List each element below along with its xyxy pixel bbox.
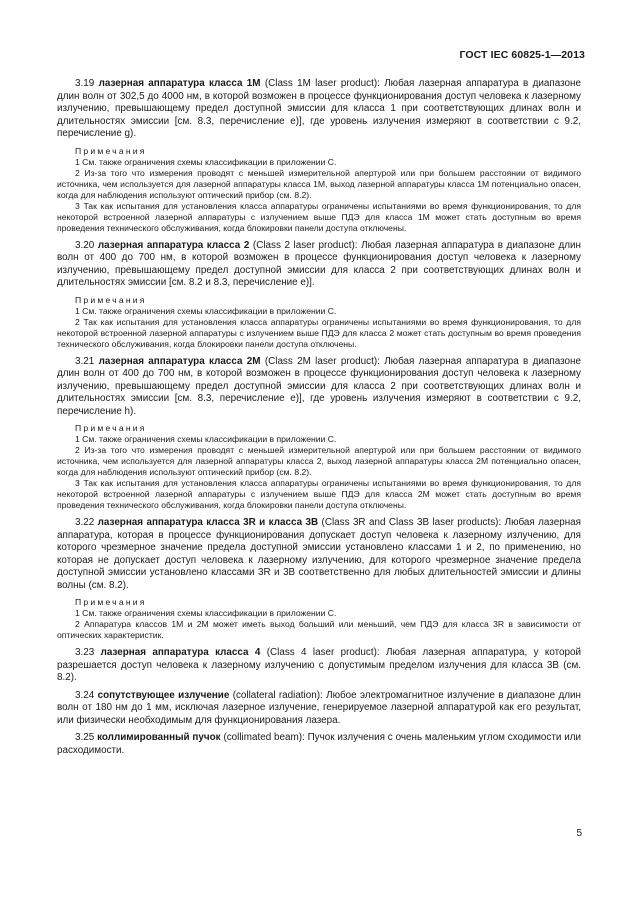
notes-3-19 <box>57 146 581 234</box>
term-3-20 <box>57 240 581 290</box>
notes-title: Примечания <box>75 145 147 156</box>
notes-3-21 <box>57 423 581 511</box>
term-definition: (collateral radiation): Любое электромагнитное излучение в диапазоне длин волн от 180 нм до 1 мм, исключая лазерное излучение, генерируемое лазерной аппаратурой как его результат, или физически необходимым для функционирования лазера. <box>57 689 581 726</box>
note: 1 См. также ограничения схемы классификации в приложении С. <box>75 305 337 316</box>
term-title: лазерная аппаратура класса 4 <box>100 647 261 658</box>
term-3-24 <box>57 690 581 728</box>
page-number: 5 <box>576 828 582 839</box>
standard-header: ГОСТ IEC 60825-1—2013 <box>459 49 585 61</box>
term-title: сопутствующее излучение <box>97 689 230 701</box>
page-content <box>57 78 581 762</box>
term-3-23 <box>57 647 581 685</box>
term-number: 3.24 <box>75 689 95 701</box>
term-title: коллимированный пучок <box>97 732 221 743</box>
note: 2 Так как испытания для установления класса аппаратуры ограничены испытаниями во время функционирования, то для некоторой встроенной лазерной аппаратуры с излучением выше ПДЭ для класса 2 может стать доступным во время проведения технического обслуживания, когда блокировки панели доступа отключены. <box>57 316 581 349</box>
note: 1 См. также ограничения схемы классификации в приложении С. <box>75 608 337 618</box>
term-3-19 <box>57 78 581 141</box>
term-definition: (Class 3R and Class 3B laser products): Любая лазерная аппаратура, которая в процессе функционирования допускает доступ человека к лазерному излучению, для которого чрезмерное значение предела доступной эмиссии установлено классами 1 и 2, по применению, но которая не допускает доступ человека к лазерному излучению, для которого чрезмерное значение предела доступной эмиссии установлено классами 3R и 3В соответственно для любых длительностей эмиссии и длины волны (см. 8.2). <box>57 517 582 591</box>
note: 2 Из-за того что измерения проводят с меньшей измерительной апертурой или при большем расстоянии от видимого источника, чем используется для лазерной аппаратуры класса 2, выход лазерной аппаратуры класса 2М потенциально опасен, когда для наблюдения используют оптический прибор (см. 8.2). <box>57 445 581 477</box>
term-number: 3.23 <box>75 647 95 658</box>
term-number: 3.20 <box>75 239 95 251</box>
term-title: лазерная аппаратура класса 2М <box>98 355 261 367</box>
term-number: 3.19 <box>75 78 95 89</box>
notes-title: Примечания <box>75 294 147 305</box>
notes-3-22 <box>57 597 581 641</box>
term-definition: (Class 2M laser product): Любая лазерная аппаратура в диапазоне длин волн от 400 до 700 нм, в которой возможен в процессе функционирования доступ человека к лазерному излучению, превышающему предел доступной эмиссии для класса 2 при соответствующих длинах волн и длительностях эмиссии [см. 8.3, перечисление е)], где уровень излучения измеряют в соответствии с 9.2, перечисление h). <box>57 355 581 417</box>
term-definition: (Class 1M laser product): Любая лазерная аппаратура в диапазоне длин волн от 302,5 до 4000 нм, в которой возможен в процессе функционирования доступ человека к лазерному излучению, превышающему предел доступной эмиссии для класса 1 при соответствующих длинах волн и длительностях эмиссии [см. 8.3, перечисление е)], где уровень излучения измеряют в соответствии с 9.2, перечисление g). <box>57 78 581 139</box>
term-title: лазерная аппаратура класса 1М <box>98 78 261 89</box>
note: 3 Так как испытания для установления класса аппаратуры ограничены испытаниями во время функционирования, то для некоторой встроенной лазерной аппаратуры с излучением выше ПДЭ для класса 1М может стать доступным во время проведения технического обслуживания, когда блокировки панели доступа отключены. <box>57 200 581 233</box>
notes-title: Примечания <box>75 597 147 607</box>
note: 2 Из-за того что измерения проводят с меньшей измерительной апертурой или при большем расстоянии от видимого источника, чем используется для лазерной аппаратуры класса 1М, выход лазерной аппаратуры класса 1М потенциально опасен, когда для наблюдения используют оптический прибор (см. 8.2). <box>57 167 581 200</box>
term-title: лазерная аппаратура класса 3R и класса 3В <box>97 517 319 528</box>
notes-3-20 <box>57 295 581 350</box>
term-number: 3.22 <box>75 517 95 528</box>
term-definition: (Class 2 laser product): Любая лазерная аппаратура в диапазоне длин волн от 400 до 700 нм, в которой возможен в процессе функционирования доступ человека к лазерному излучению, превышающему предел доступной эмиссии для класса 2 при соответствующих длинах волн и длительностях эмиссии [см. 8.2 и 8.3, перечисление е)]. <box>57 239 581 288</box>
notes-title: Примечания <box>75 423 147 433</box>
term-definition: (collimated beam): Пучок излучения с очень маленьким углом сходимости или расходимости. <box>57 732 581 756</box>
note: 3 Так как испытания для установления класса аппаратуры ограничены испытаниями во время функционирования, то для некоторой встроенной лазерной аппаратуры с излучением выше ПДЭ для класса 2М может стать доступным во время проведения технического обслуживания, когда блокировки панели доступа отключены. <box>57 478 581 510</box>
term-3-22 <box>57 517 581 592</box>
term-definition: (Class 4 laser product): Любая лазерная аппаратура, у которой разрешается доступ человека к лазерному излучению с допустимым пределом излучения для класса 3В (см. 8.2). <box>57 647 582 683</box>
term-3-25 <box>57 732 581 757</box>
term-title: лазерная аппаратура класса 2 <box>97 239 250 251</box>
term-number: 3.25 <box>75 732 95 743</box>
note: 2 Аппаратура классов 1М и 2М может иметь выход больший или меньший, чем ПДЭ для класса 3R в зависимости от оптических характеристик. <box>57 619 581 640</box>
term-number: 3.21 <box>75 355 95 367</box>
note: 1 См. также ограничения схемы классификации в приложении С. <box>75 434 337 444</box>
term-3-21 <box>57 356 581 419</box>
note: 1 См. также ограничения схемы классификации в приложении С. <box>75 156 337 167</box>
